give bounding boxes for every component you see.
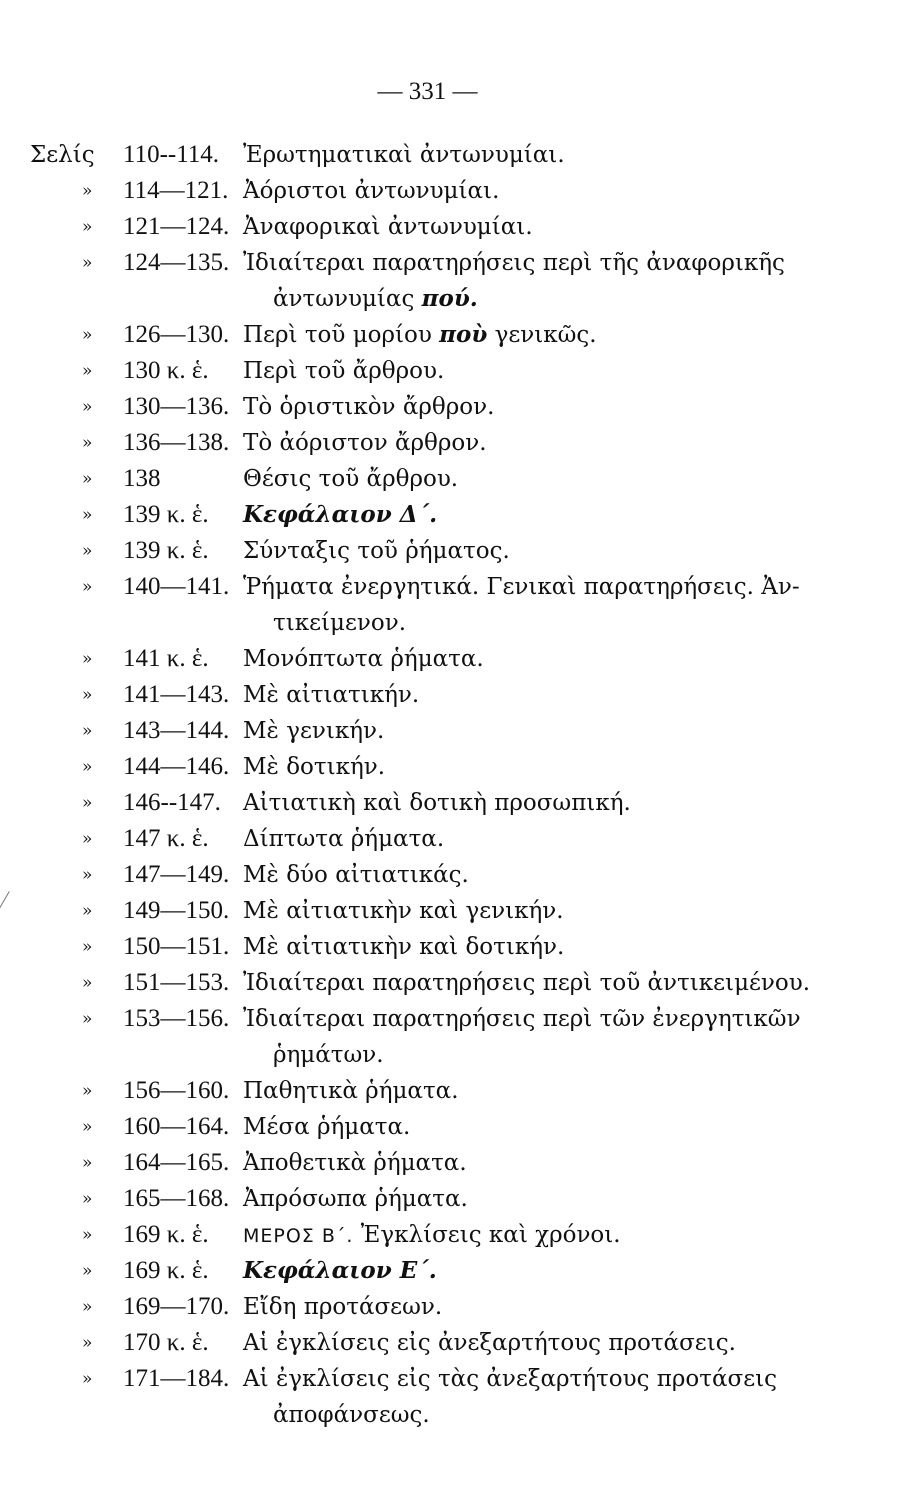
page-range: 124—135. (123, 249, 230, 276)
entry-title: Μέσα ῥήματα. (243, 1114, 411, 1140)
page-range: 139 κ. ἑ. (123, 501, 209, 528)
ditto-mark: » (82, 1081, 93, 1101)
page-range: 143—144. (123, 717, 230, 744)
toc-entry (30, 857, 830, 893)
toc-entry (30, 1289, 830, 1325)
ditto-mark: » (82, 829, 93, 849)
toc-entry (30, 1109, 830, 1145)
ditto-mark: » (82, 325, 93, 345)
entry-title (243, 1001, 823, 1073)
emphasized-word: πού. (421, 285, 478, 312)
ditto-mark: » (82, 469, 93, 489)
chapter-heading: Κεφάλαιον Ε΄. (243, 1257, 437, 1284)
entry-title (243, 569, 823, 641)
entry-title: Τὸ ἀόριστον ἄρθρον. (243, 430, 487, 456)
toc-entry (30, 713, 830, 749)
toc-entry (30, 245, 830, 317)
ditto-mark: » (82, 1009, 93, 1029)
entry-title: Μονόπτωτα ῥήματα. (243, 646, 484, 672)
ditto-mark: » (82, 1261, 93, 1281)
page-range: 130—136. (123, 393, 230, 420)
entry-title: Ἀναφορικαὶ ἀντωνυμίαι. (243, 214, 533, 240)
entry-title: Ἀποθετικὰ ῥήματα. (243, 1150, 467, 1176)
page-range: 160—164. (123, 1113, 230, 1140)
toc-entry (30, 353, 830, 389)
toc-entry (30, 1217, 830, 1253)
ditto-mark: » (82, 577, 93, 597)
ditto-mark: » (82, 937, 93, 957)
entry-title-continuation: ἀποφάνσεως. (273, 1402, 430, 1428)
ditto-mark: » (82, 1189, 93, 1209)
toc-entry (30, 209, 830, 245)
toc-entry (30, 929, 830, 965)
page-range: 171—184. (123, 1365, 230, 1392)
toc-entry (30, 1181, 830, 1217)
toc-entry (30, 641, 830, 677)
page-range: 150—151. (123, 933, 230, 960)
toc-entry (30, 317, 830, 353)
ditto-mark: » (82, 217, 93, 237)
page-range: 165—168. (123, 1185, 230, 1212)
toc-entry (30, 425, 830, 461)
entry-title-continuation: ῥημάτων. (273, 1042, 384, 1068)
page-range: 149—150. (123, 897, 230, 924)
entry-title: Ἐρωτηματικαὶ ἀντωνυμίαι. (243, 142, 565, 168)
part-heading: ΜΕΡΟΣ Β΄. (243, 1225, 354, 1247)
entry-title: Αἱ ἐγκλίσεις εἰς ἀνεξαρτήτους προτάσεις. (243, 1330, 736, 1356)
page-range: 146--147. (123, 789, 221, 816)
entry-title: Εἴδη προτάσεων. (243, 1294, 443, 1320)
toc-entry (30, 1145, 830, 1181)
page-range: 169 κ. ἑ. (123, 1257, 209, 1284)
entry-title: Μὲ δύο αἰτιατικάς. (243, 862, 469, 888)
page-range: 169 κ. ἑ. (123, 1221, 209, 1248)
entry-title: Ἀόριστοι ἀντωνυμίαι. (243, 178, 500, 204)
toc-entry (30, 533, 830, 569)
entry-title-continuation: ἀντωνυμίας πού. (273, 285, 478, 312)
margin-pencil-mark (0, 891, 20, 915)
page-range: 141—143. (123, 681, 230, 708)
entry-title: Ἀπρόσωπα ῥήματα. (243, 1186, 468, 1212)
entry-title-line: Ἰδιαίτεραι παρατηρήσεις περὶ τῶν ἐνεργητικῶν (243, 1006, 801, 1032)
ditto-mark: » (82, 433, 93, 453)
toc-entry (30, 569, 830, 641)
entry-title: Περὶ τοῦ ἄρθρου. (243, 358, 445, 384)
page-range: 169—170. (123, 1293, 230, 1320)
entry-title: Περὶ τοῦ μορίου ποὺ γενικῶς. (243, 321, 597, 348)
ditto-mark: » (82, 253, 93, 273)
entry-title (243, 245, 823, 317)
page-range: 170 κ. ἑ. (123, 1329, 209, 1356)
page-range: 147—149. (123, 861, 230, 888)
ditto-mark: » (82, 1297, 93, 1317)
toc-entry (30, 1001, 830, 1073)
entry-title: Ἰδιαίτεραι παρατηρήσεις περὶ τοῦ ἀντικειμένου. (243, 970, 811, 996)
entry-title: Μὲ γενικήν. (243, 718, 385, 744)
entry-title-line: Αἱ ἐγκλίσεις εἰς τὰς ἀνεξαρτήτους προτάσεις (243, 1366, 778, 1392)
toc-entry (30, 1073, 830, 1109)
ditto-mark: » (82, 1369, 93, 1389)
entry-title: Μὲ αἰτιατικήν. (243, 682, 420, 708)
ditto-mark: » (82, 1333, 93, 1353)
page-range: 156—160. (123, 1077, 230, 1104)
ditto-mark: » (82, 181, 93, 201)
table-of-contents (30, 137, 830, 1433)
page-range: 126—130. (123, 321, 230, 348)
entry-title (243, 1361, 823, 1433)
ditto-mark: » (82, 397, 93, 417)
page-range: 140—141. (123, 573, 230, 600)
ditto-mark: » (82, 721, 93, 741)
emphasized-word: ποὺ (439, 321, 488, 348)
chapter-heading: Κεφάλαιον Δ΄. (243, 501, 438, 528)
toc-entry (30, 497, 830, 533)
page-range: 147 κ. ἑ. (123, 825, 209, 852)
entry-title: Παθητικὰ ῥήματα. (243, 1078, 459, 1104)
toc-entry (30, 677, 830, 713)
entry-title: Τὸ ὁριστικὸν ἄρθρον. (243, 394, 495, 420)
page-number: — 331 — (377, 78, 478, 105)
page-range: 121—124. (123, 213, 230, 240)
ditto-mark: » (82, 685, 93, 705)
toc-entry (30, 749, 830, 785)
ditto-mark: » (82, 1225, 93, 1245)
ditto-mark: » (82, 901, 93, 921)
toc-entry (30, 1325, 830, 1361)
ditto-mark: » (82, 649, 93, 669)
entry-title: Δίπτωτα ῥήματα. (243, 826, 445, 852)
toc-entry (30, 173, 830, 209)
page-range: 151—153. (123, 969, 230, 996)
entry-title-line: Ἰδιαίτεραι παρατηρήσεις περὶ τῆς ἀναφορικῆς (243, 250, 785, 276)
toc-entry (30, 785, 830, 821)
page-range: 130 κ. ἑ. (123, 357, 209, 384)
entry-title: Μὲ αἰτιατικὴν καὶ δοτικήν. (243, 934, 565, 960)
entry-title-continuation: τικείμενον. (273, 610, 407, 636)
toc-entry (30, 821, 830, 857)
toc-entry (30, 893, 830, 929)
ditto-mark: » (82, 1117, 93, 1137)
entry-title: ΜΕΡΟΣ Β΄. Ἐγκλίσεις καὶ χρόνοι. (243, 1222, 621, 1248)
ditto-mark: » (82, 361, 93, 381)
page-range: 164—165. (123, 1149, 230, 1176)
toc-entry (30, 965, 830, 1001)
page-range: 114—121. (123, 177, 229, 204)
page-label: Σελίς (30, 142, 95, 168)
entry-title: Μὲ αἰτιατικὴν καὶ γενικήν. (243, 898, 564, 924)
ditto-mark: » (82, 973, 93, 993)
page-range: 153—156. (123, 1005, 230, 1032)
ditto-mark: » (82, 865, 93, 885)
toc-entry (30, 389, 830, 425)
toc-entry (30, 137, 830, 173)
page-range: 144—146. (123, 753, 230, 780)
ditto-mark: » (82, 793, 93, 813)
ditto-mark: » (82, 1153, 93, 1173)
entry-title-line: Ῥήματα ἐνεργητικά. Γενικαὶ παρατηρήσεις. Ἀν- (243, 574, 800, 600)
toc-entry (30, 1361, 830, 1433)
page-range: 139 κ. ἑ. (123, 537, 209, 564)
entry-title: Μὲ δοτικήν. (243, 754, 386, 780)
page-range: 110--114. (123, 141, 220, 168)
page-range: 136—138. (123, 429, 230, 456)
toc-entry (30, 461, 830, 497)
ditto-mark: » (82, 541, 93, 561)
page-range: 138 (123, 465, 161, 492)
ditto-mark: » (82, 757, 93, 777)
entry-title: Θέσις τοῦ ἄρθρου. (243, 466, 459, 492)
page-range: 141 κ. ἑ. (123, 645, 209, 672)
entry-title: Σύνταξις τοῦ ῥήματος. (243, 538, 510, 564)
toc-entry (30, 1253, 830, 1289)
ditto-mark: » (82, 505, 93, 525)
entry-title: Αἰτιατικὴ καὶ δοτικὴ προσωπική. (243, 790, 631, 816)
